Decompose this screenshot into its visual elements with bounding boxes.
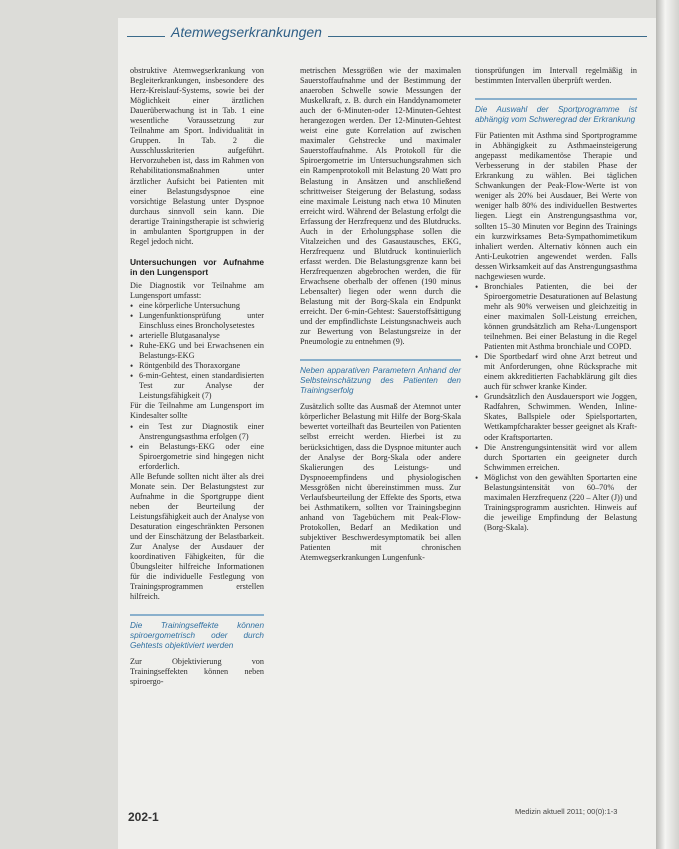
column-middle-body: metrischen Messgrößen wie der maximalen Sauerstoffaufnahme und der Bestimmung der anaeroben Schwelle sowie Messungen der Muskelkraft, z. B. durch ein Handdynamometer auch der 6-Minuten-oder 12-Minuten-Gehtest herangezogen werden. Der 12-Minuten-Gehtest weist eine gute Korrelation auf zwischen maximaler Gehstrecke und maximaler Sauerstoffaufnahme. Als Protokoll für die Spiroergometrie im Untersuchungsrahmen sich ein Rampenprotokoll mit Belastung 20 Watt pro Belastung in Ansätzen und anschließend schrittweiser Steigerung der Belastung, sodass eine maximale Leistung nach etwa 10 Minuten erreicht wird. Während der Belastung erfolgt die Erfassung der Herzfrequenz und des Blutdrucks. Auch in der Erholungsphase sollen die Vitalzeichen und des Gasaustausches, EKG, Herzfrequenz und Blutdruck kontinuierlich erfasst werden. Die Belastungsgrenze kann bei Herzfrequenzen abgebrochen werden, die für Erwachsene oberhalb der offenen (190 minus Lebensalter) liegen oder wenn durch die Belastung mit der Borg-Skala ein Endpunkt erreicht. Der 6-min-Gehtest: Sauerstoffsättigung und der empfindlichste Leistungsnachweis auch zur Bewertung von Belastungsreize in der Pneumologie zu entnehmen (9).	[300, 66, 461, 347]
column-right-body: tionsprüfungen im Intervall regelmäßig in bestimmten Intervallen überprüft werden.	[475, 66, 637, 86]
list-item: • Möglichst von den gewählten Sportarten eine Belastungsintensität von 60–70% der maximalen Herzfrequenz (220 – Alter (J)) und Trainingsprogramm ausrichten. Hinweis auf die jeweilige Empfindung der Belastung (Borg-Skala).	[484, 473, 637, 533]
column-right-body-2: Für Patienten mit Asthma sind Sportprogramme in Abhängigkeit zu Asthmaeinsteigerung angepasst medikamentöse Therapie und Verbesserung in der stabilen Phase der Erkrankung zu wählen. Bei täglichen Schwankungen der Peak-Flow-Werte ist von weniger als 20% bei Ausdauer, Bei Werte von weniger halb 80% des individuellen Bestwertes liegen. Liegt ein Anstrengungsasthma vor, sollten 15–30 Minuten vor Beginn des Trainings ein kurzwirksames Beta-Sympathomimetikum inhaliert werden. Alternativ können auch ein Anti-Leukotrien angewendet werden. Falls dessen Wirksamkeit auf das Anstrengungsasthma nachgewiesen wurde.	[475, 131, 637, 281]
page-edge-shadow	[656, 0, 679, 849]
list-item: • 6-min-Gehtest, einen standardisierten Test zur Analyse der Leistungsfähigkeit (7)	[139, 371, 264, 401]
sport-recommendations-list	[475, 282, 637, 533]
page-number: 202-1	[128, 810, 159, 824]
list-item: • Bronchiales Patienten, die bei der Spiroergometrie Desaturationen auf Belastung mehr als 90% verweisen und gleichzeitig in einer maximalen Soll-Leistung erreichen, können grundsätzlich am Reha-/Lungensport teilnehmen. Bei einer Belastung in die Regel Patienten mit Asthma bronchiale und COPD.	[484, 282, 637, 352]
list-item: • Ruhe-EKG und bei Erwachsenen ein Belastungs-EKG	[139, 341, 264, 361]
callout-trainingseffekte: Die Trainingseffekte können spiroergometrisch oder durch Gehtests objektiviert werden	[130, 614, 264, 651]
callout-selbsteinschaetzung: Neben apparativen Parametern Anhand der Selbsteinschätzung des Patienten den Trainingserfolg	[300, 359, 461, 396]
list-item: • eine körperliche Untersuchung	[139, 301, 264, 311]
callout-sportprogramme: Die Auswahl der Sportprogramme ist abhängig vom Schweregrad der Erkrankung	[475, 98, 637, 125]
list-item: • Lungenfunktionsprüfung unter Einschluss eines Broncholysetestes	[139, 311, 264, 331]
list-item: • Grundsätzlich den Ausdauersport wie Joggen, Radfahren, Schwimmen. Wenden, Inline-Skates, Ballspiele oder Spielsportarten, Wettkampfcharakter besser geeignet als Kraft- oder Kraftsportarten.	[484, 392, 637, 442]
children-list	[130, 422, 264, 472]
diagnostics-lead: Die Diagnostik vor Teilnahme am Lungensport umfasst:	[130, 280, 264, 300]
column-left-intro: obstruktive Atemwegserkrankung von Begleiterkrankungen, insbesondere des Herz-Kreislauf-Systems, sowie bei der Möglichkeit einer ärztlichen Dauerüberwachung ist in Tab. 1 eine wesentliche Voraussetzung zur Teilnahme am Sport. Individualität in Gruppen. In Tab. 2 die Ausschlusskriterien aufgeführt. Hervorzuheben ist, dass im Rahmen von Rehabilitationsmaßnahmen unter ärztlicher Aufsicht bei Patienten mit einer Belastungsdyspnoe eine vorsichtige Belastung unter Dyspnoe durchaus sinnvoll sein kann. Die derartige Trainingstherapie ist schwierig in ambulanten Sportgruppen in der Regel jedoch nicht.	[130, 66, 264, 246]
children-lead: Für die Teilnahme am Lungensport im Kindesalter sollte	[130, 401, 264, 421]
section-title: Atemwegserkrankungen	[165, 24, 328, 40]
column-right	[475, 66, 637, 533]
list-item: • ein Belastungs-EKG oder eine Spiroergometrie sind hingegen nicht erforderlich.	[139, 442, 264, 472]
list-item: • Die Sportbedarf wird ohne Arzt betreut und mit Anforderungen, ohne Rücksprache mit einem akkreditierten Fachabklärung gilt dies auch für schwer kranke Kinder.	[484, 352, 637, 392]
diagnostics-list	[130, 301, 264, 401]
list-item: • ein Test zur Diagnostik einer Anstrengungsasthma erfolgen (7)	[139, 422, 264, 442]
subheading-untersuchungen: Untersuchungen vor Aufnahme in den Lungensport	[130, 256, 264, 277]
list-item: • arterielle Blutgasanalyse	[139, 331, 264, 341]
column-left-closing: Zur Objektivierung von Trainingseffekten können neben spiroergo-	[130, 657, 264, 687]
column-left-body: Alle Befunde sollten nicht älter als drei Monate sein. Der Belastungstest zur Aufnahme in die Sportgruppe dient neben der Beurteilung der Leistungsfähigkeit auch der Analyse von Desaturation eingeschränkten Personen und der Einschätzung der Belastbarkeit. Zur Analyse der Ausdauer der koordinativen Fähigkeiten, für die Übungsleiter hilfreiche Informationen für die individuelle Festlegung von Trainingsprogrammen erstellen hilfreich.	[130, 471, 264, 602]
journal-citation: Medizin aktuell 2011; 00(0):1-3	[515, 807, 618, 816]
list-item: • Röntgenbild des Thoraxorgane	[139, 361, 264, 371]
column-left	[130, 66, 264, 687]
column-middle-body-2: Zusätzlich sollte das Ausmaß der Atemnot unter körperlicher Belastung mit Hilfe der Borg-Skala bewertet vorteilhaft das Beurteilen von Patienten selbst erreicht werden. Hierbei ist zu berücksichtigen, dass die Dyspnoe mitunter auch der Analyse der Borg-Skala oder andere Skalierungen des Leistungs- und Dyspnoeempfindens und physiologischen Messgrößen nicht übereinstimmen muss. Zur Verlaufsbeurteilung der Effekte des Sports, etwa bei Asthmatikern, sollten vor Trainingsbeginn anhand von Tagebüchern mit Peak-Flow-Protokollen, Bedarf an Medikation und subjektiver Beschwerdesymptomatik bei allen Patienten mit chronischen Atemwegserkrankungen Lungenfunk-	[300, 402, 461, 563]
list-item: • Die Anstrengungsintensität wird vor allem durch Sportarten ein geeigneter durch Schwimmen erreichen.	[484, 443, 637, 473]
section-header	[127, 24, 647, 44]
column-middle	[300, 66, 461, 563]
